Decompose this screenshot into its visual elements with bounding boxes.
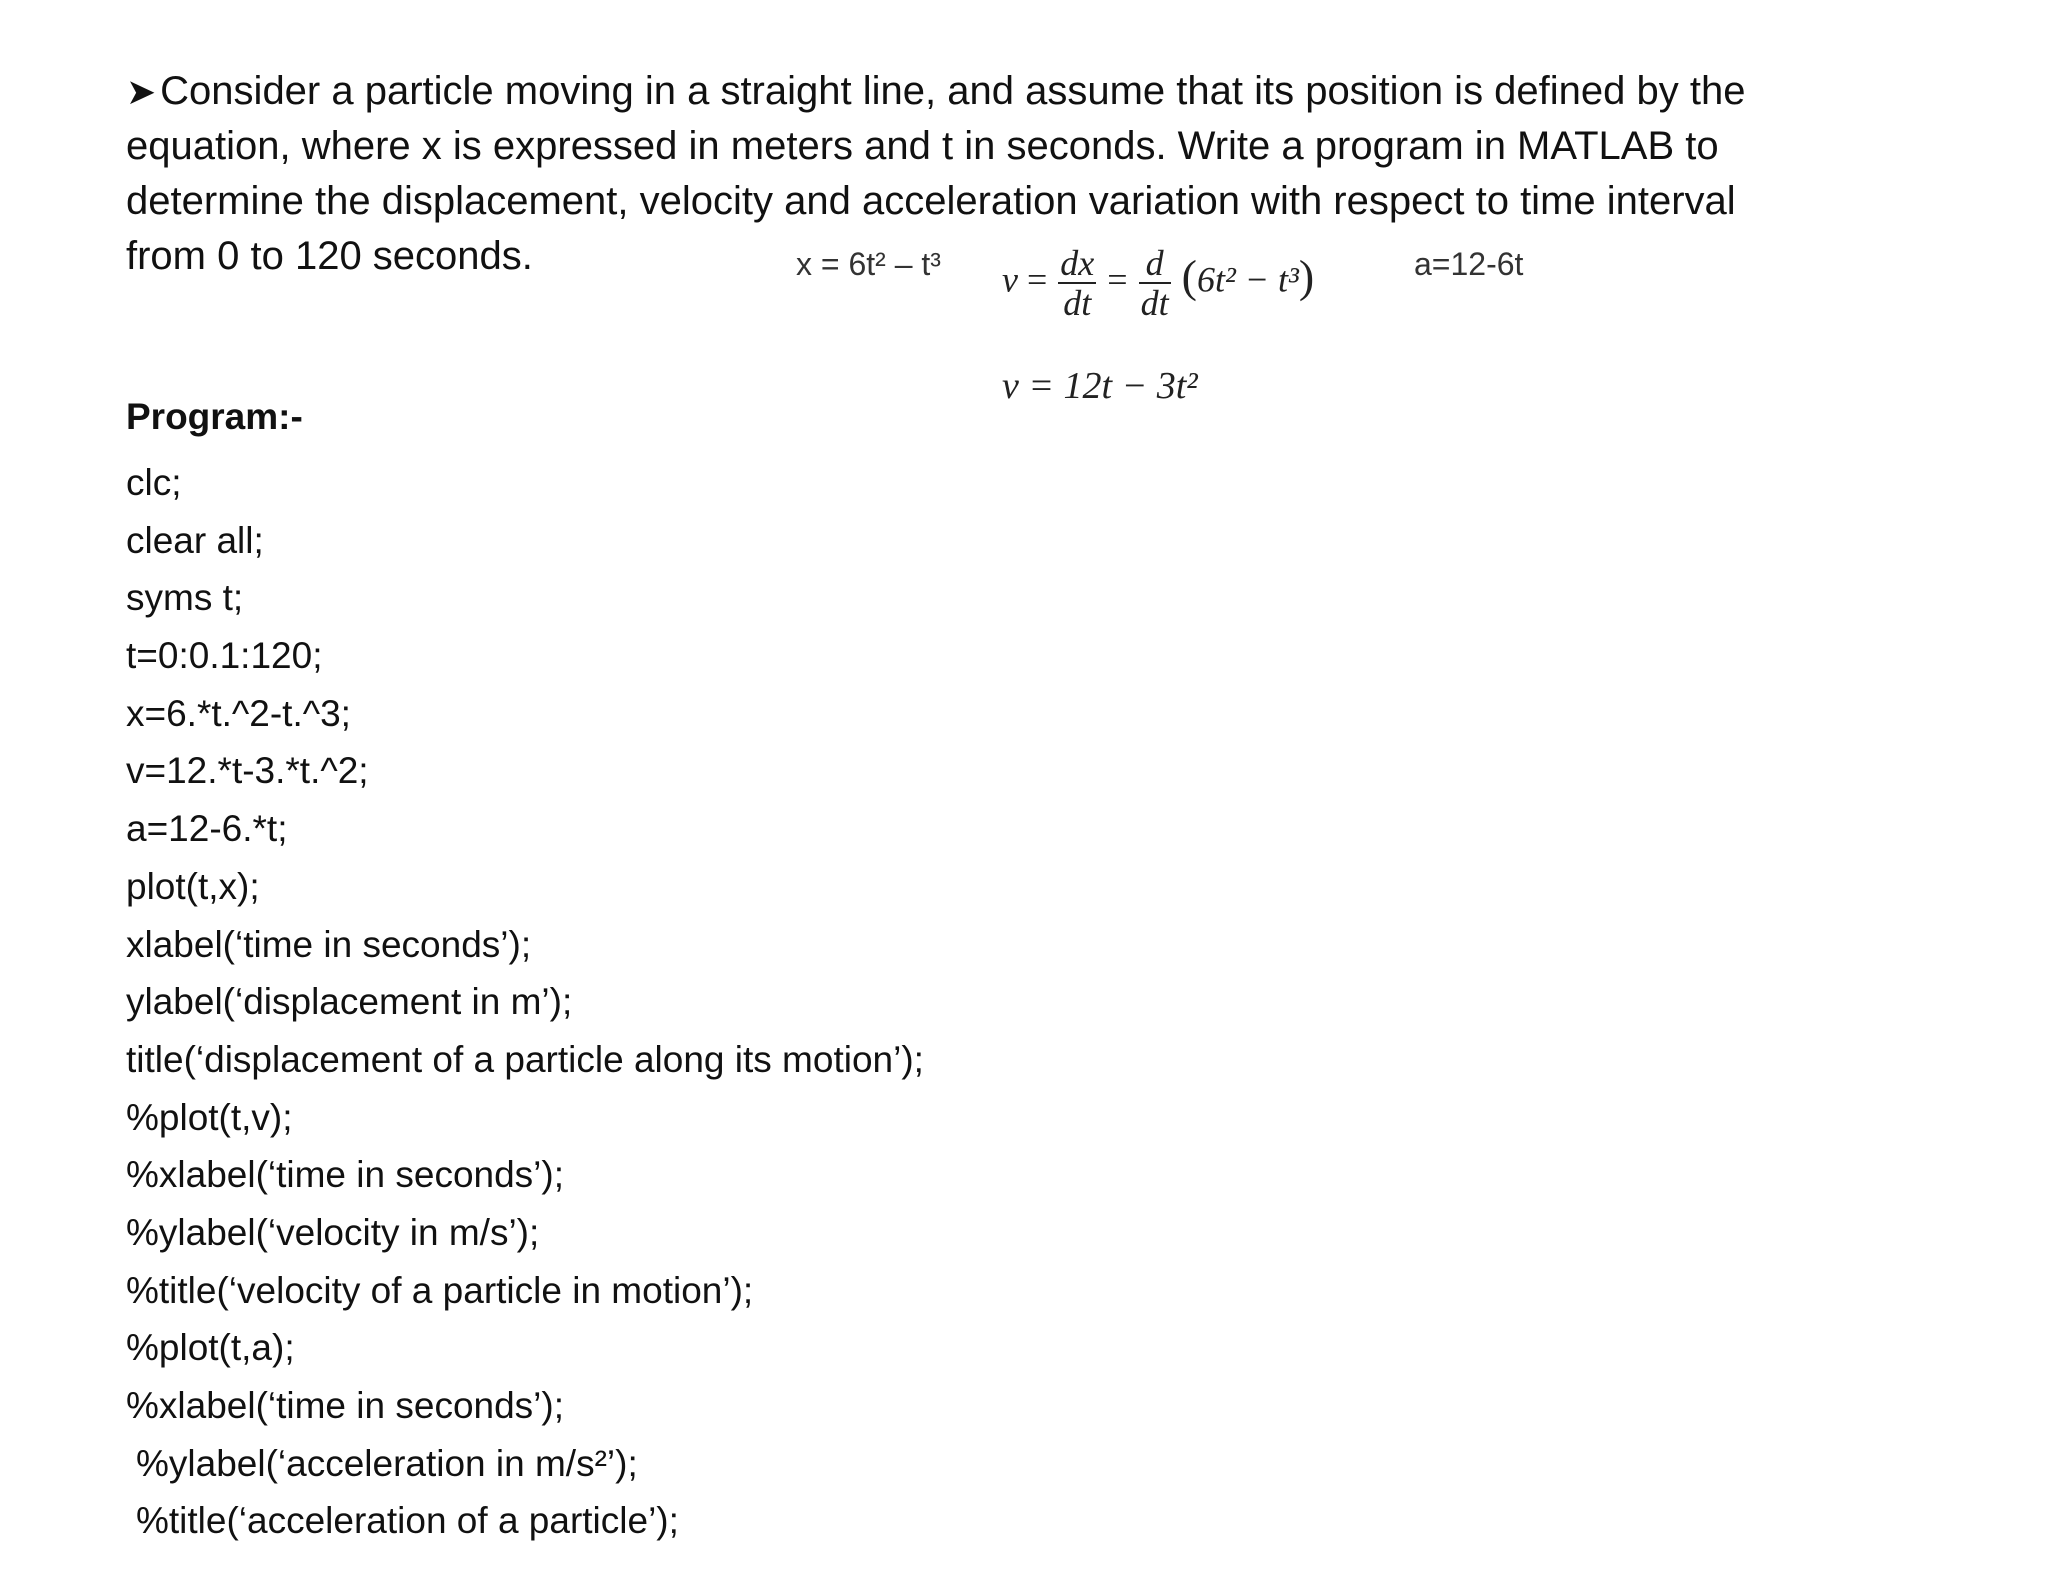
- problem-line: determine the displacement, velocity and acceleration variation with respect to time interval: [126, 179, 1736, 223]
- code-line: a=12-6.*t;: [126, 808, 288, 850]
- equals-sign: =: [1026, 259, 1048, 300]
- v-symbol: v: [1002, 259, 1018, 300]
- problem-line: equation, where x is expressed in meters and t in seconds. Write a program in MATLAB to: [126, 124, 1719, 168]
- code-line: %ylabel(‘acceleration in m/s²’);: [136, 1442, 638, 1484]
- fraction-denominator: dt: [1140, 283, 1169, 323]
- code-line: ylabel(‘displacement in m’);: [126, 981, 573, 1023]
- d-dt-fraction: [1139, 244, 1171, 322]
- velocity-derivative-equation: [1002, 244, 1314, 322]
- velocity-result-equation: v = 12t − 3t²: [1002, 365, 1198, 407]
- code-line: plot(t,x);: [126, 865, 260, 907]
- code-line: %xlabel(‘time in seconds’);: [126, 1154, 565, 1196]
- code-line: title(‘displacement of a particle along its motion’);: [126, 1038, 924, 1080]
- fraction-numerator: d: [1139, 244, 1171, 284]
- arrow-bullet-icon: ➤: [126, 71, 157, 112]
- code-line: %xlabel(‘time in seconds’);: [126, 1385, 565, 1426]
- problem-line: ➤ Consider a particle moving in a straight line, and assume that its position is defined by the: [126, 64, 1886, 119]
- program-label: Program:-: [126, 396, 303, 437]
- code-line: %plot(t,a);: [126, 1327, 295, 1369]
- fraction-denominator: dt: [1063, 283, 1092, 323]
- code-line: clc;: [126, 462, 182, 503]
- code-line: %title(‘acceleration of a particle’);: [136, 1500, 679, 1542]
- fraction-numerator: dx: [1060, 243, 1095, 283]
- code-line: t=0:0.1:120;: [126, 635, 323, 677]
- code-line: %ylabel(‘velocity in m/s’);: [126, 1211, 540, 1253]
- paren-open: (: [1181, 250, 1197, 302]
- position-equation: x = 6t² – t³: [796, 246, 941, 282]
- matlab-code: [126, 454, 924, 1550]
- inner-expression: 6t² − t³: [1196, 259, 1299, 300]
- code-line: clear all;: [126, 519, 264, 561]
- code-line: %title(‘velocity of a particle in motion’);: [126, 1269, 754, 1311]
- acceleration-equation: a=12-6t: [1414, 246, 1524, 282]
- dx-dt-fraction: [1058, 244, 1096, 322]
- code-line: x=6.*t.^2-t.^3;: [126, 692, 351, 734]
- paren-close: ): [1298, 250, 1315, 302]
- problem-line: from 0 to 120 seconds.: [126, 234, 533, 278]
- code-line: syms t;: [126, 577, 244, 619]
- code-line: v=12.*t-3.*t.^2;: [126, 750, 369, 792]
- equals-sign: =: [1107, 259, 1128, 300]
- code-line: xlabel(‘time in seconds’);: [126, 923, 532, 965]
- code-line: %plot(t,v);: [126, 1096, 293, 1138]
